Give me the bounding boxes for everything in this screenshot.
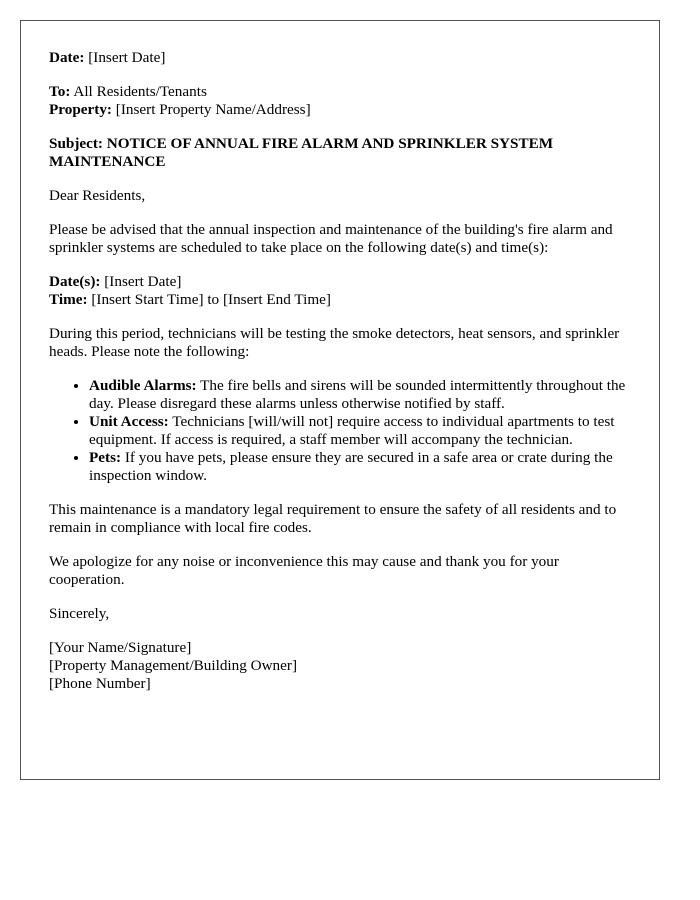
notice-letter — [20, 20, 660, 780]
intro-paragraph: Please be advised that the annual inspection and maintenance of the building's fire alarm and sprinkler systems are scheduled to take place on the following date(s) and time(s): — [49, 221, 613, 256]
list-item — [89, 413, 631, 449]
list-item — [89, 377, 631, 413]
note-label: Unit Access: — [89, 413, 169, 430]
recipient-block — [49, 83, 631, 119]
subject-value: NOTICE OF ANNUAL FIRE ALARM AND SPRINKLER SYSTEM MAINTENANCE — [49, 135, 554, 170]
schedule-dates-line — [49, 273, 631, 291]
to-line — [49, 83, 631, 101]
date-value: [Insert Date] — [88, 49, 166, 66]
schedule-time-label: Time: — [49, 291, 88, 308]
schedule-time-value: [Insert Start Time] to [Insert End Time] — [91, 291, 331, 308]
schedule-dates-label: Date(s): — [49, 273, 101, 290]
legal-paragraph: This maintenance is a mandatory legal requirement to ensure the safety of all residents and to remain in compliance with local fire codes. — [49, 501, 617, 536]
note-text: The fire bells and sirens will be sounded intermittently throughout the day. Please disregard these alarms unless otherwise notified by staff. — [89, 377, 626, 412]
property-value: [Insert Property Name/Address] — [115, 101, 311, 118]
note-label: Audible Alarms: — [89, 377, 197, 394]
date-label: Date: — [49, 49, 85, 66]
apology-paragraph: We apologize for any noise or inconvenience this may cause and thank you for your cooperation. — [49, 553, 559, 588]
schedule-time-line — [49, 291, 631, 309]
property-label: Property: — [49, 101, 112, 118]
signature-organization: [Property Management/Building Owner] — [49, 657, 298, 674]
greeting: Dear Residents, — [49, 187, 146, 204]
to-label: To: — [49, 83, 71, 100]
date-line — [49, 49, 631, 67]
signoff: Sincerely, — [49, 605, 110, 622]
property-line — [49, 101, 631, 119]
schedule-dates-value: [Insert Date] — [104, 273, 182, 290]
signature-name: [Your Name/Signature] — [49, 639, 192, 656]
note-text: If you have pets, please ensure they are secured in a safe area or crate during the inspection window. — [89, 449, 613, 484]
note-label: Pets: — [89, 449, 122, 466]
notes-list — [49, 377, 631, 485]
subject-label: Subject: — [49, 135, 103, 152]
list-item — [89, 449, 631, 485]
to-value: All Residents/Tenants — [73, 83, 207, 100]
subject-line — [49, 135, 631, 171]
note-text: Technicians [will/will not] require access to individual apartments to test equipment. If access is required, a staff member will accompany the technician. — [89, 413, 615, 448]
schedule-block — [49, 273, 631, 309]
signature-phone: [Phone Number] — [49, 675, 151, 692]
period-paragraph: During this period, technicians will be testing the smoke detectors, heat sensors, and sprinkler heads. Please note the following: — [49, 325, 620, 360]
signature-block — [49, 639, 631, 693]
